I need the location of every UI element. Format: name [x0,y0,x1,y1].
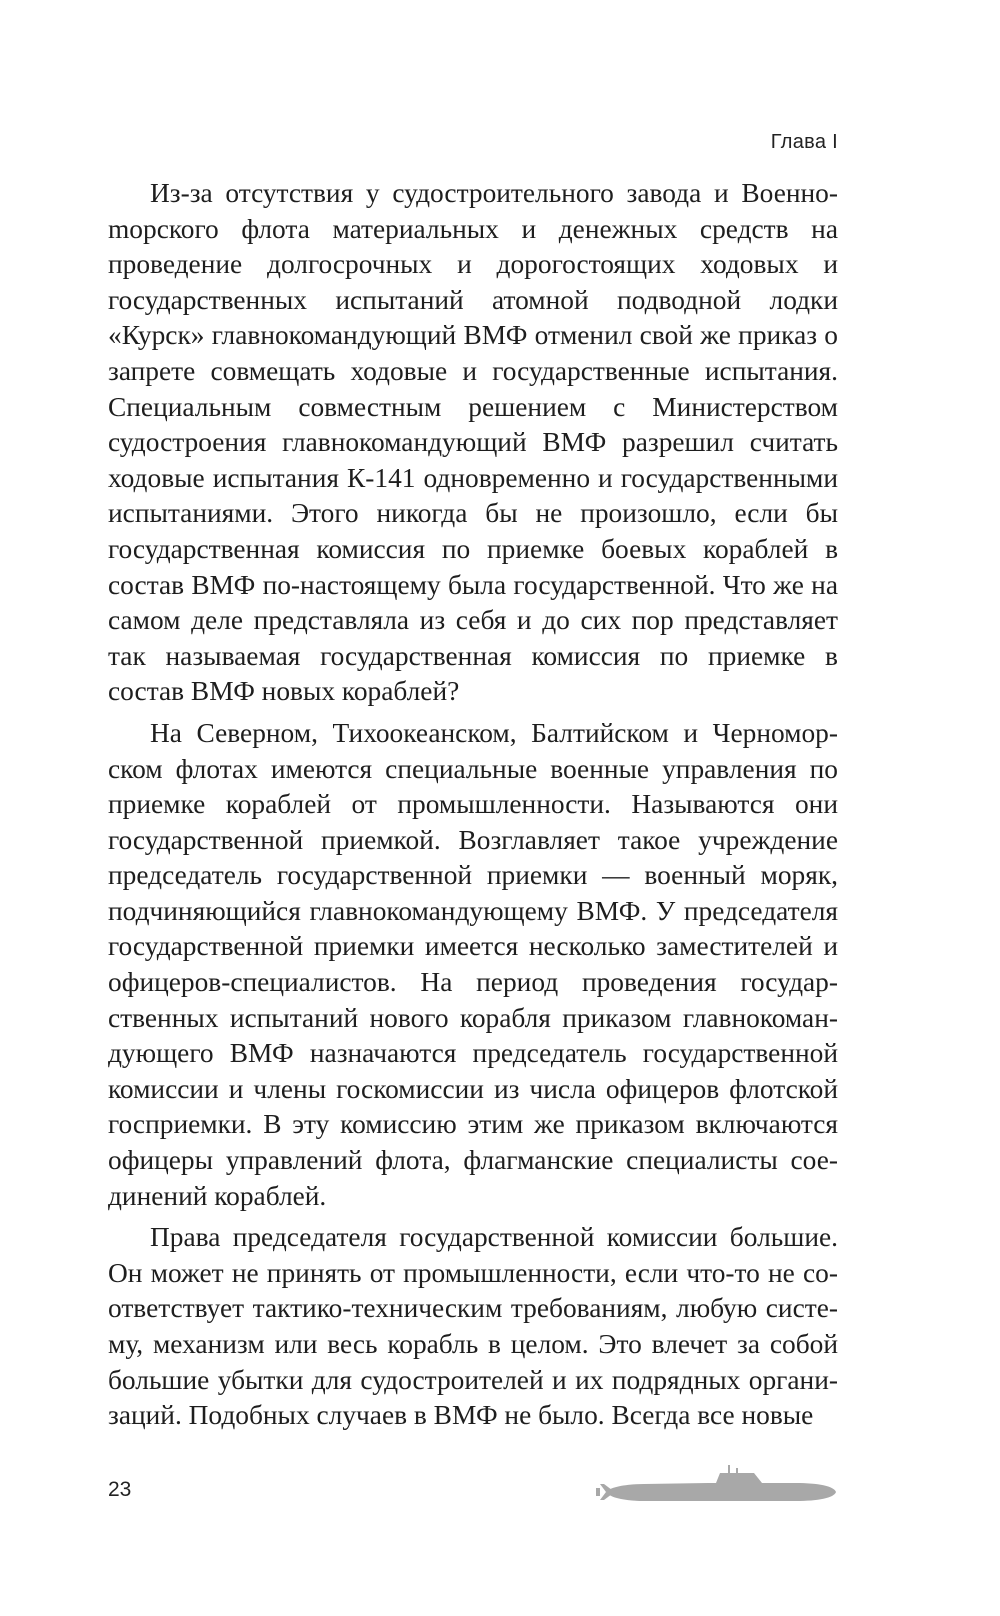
page-number: 23 [108,1478,132,1501]
submarine-silhouette-icon [596,1462,838,1512]
running-head: Глава I [770,131,838,153]
body-text [108,176,838,1434]
paragraph: Права председателя государственной комиссии большие. Он может не принять от промышленности, если что-то не соответствует тактико-техническим требованиям, любую систему, механизм или весь корабль в целом. Это влечет за собой большие убытки для судостроителей и их подрядных организаций. Подобных случаев в ВМФ не было. Всегда все новые [108,1222,838,1431]
paragraph: Из-за отсутствия у судостроительного завода и Военноmорского флота материальных и денежных средств на проведение долгосрочных и дорогостоящих ходовых и государственных испытаний атомной подводной лодки «Курск» главнокомандующий ВМФ отменил свой же приказ о запрете совмещать ходовые и государственные испытания. Специальным совместным решением с Министерством судостроения главнокомандующий ВМФ разрешил считать ходовые испытания К-141 одновременно и государственными испытаниями. Этого никогда бы не произошло, если бы государственная комиссия по приемке боевых кораблей в состав ВМФ по-настоящему была государственной. Что же на самом деле представляла из себя и до сих пор представляет так называемая государственная комиссия по приемке в состав ВМФ новых кораблей? [108,178,838,707]
paragraph: На Северном, Тихоокеанском, Балтийском и Черноморском флотах имеются специальные военные управления по приемке кораблей от промышленности. Называются они государственной приемкой. Возглавляет такое учреждение председатель государственной приемки — военный моряк, подчиняющийся главнокомандующему ВМФ. У председателя государственной приемки имеется несколько заместителей и офицеров-специалистов. На период проведения государственных испытаний нового корабля приказом главнокомандующего ВМФ назначаются председатель государственной комиссии и члены госкомиссии из числа офицеров флотской госприемки. В эту комиссию этим же приказом включаются офицеры управлений флота, флагманские специалисты соединений кораблей. [108,717,838,1211]
